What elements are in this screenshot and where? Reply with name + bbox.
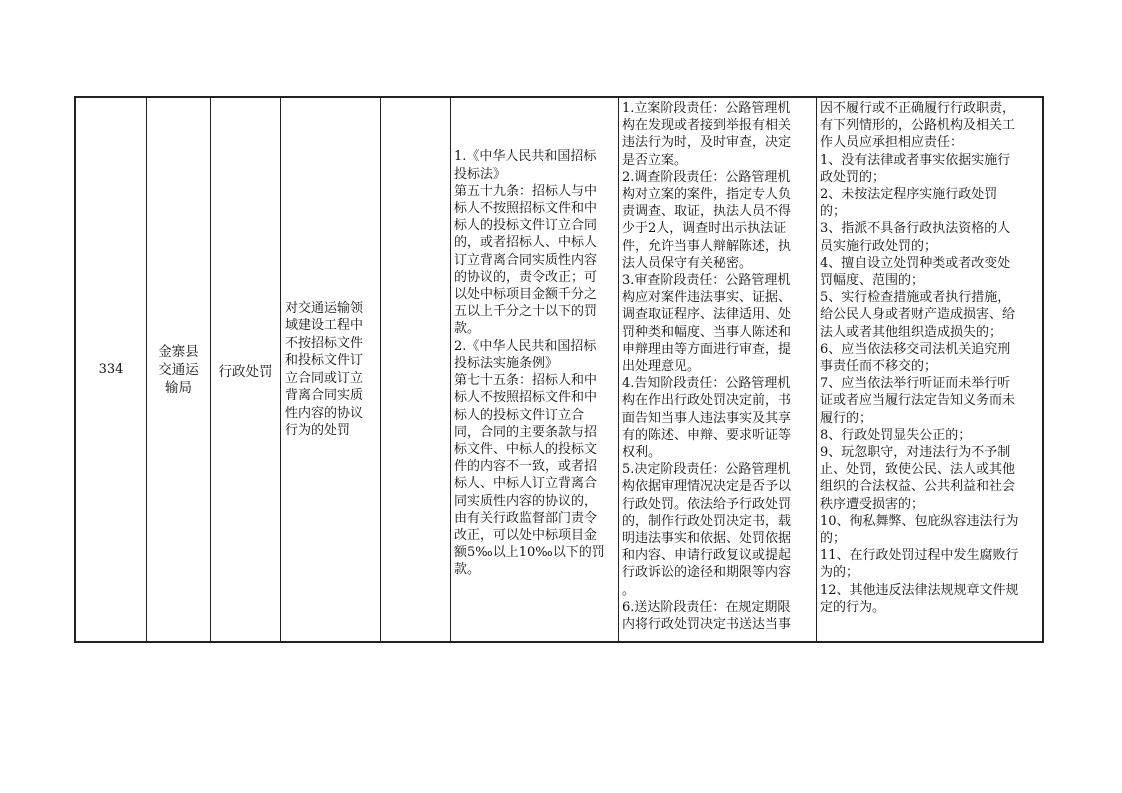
item-name-cell: [281, 98, 381, 641]
department-cell: [147, 98, 211, 641]
sub-item-cell: [381, 98, 451, 641]
duties-text: 1.立案阶段责任：公路管理机 构在发现或者接到举报有相关 违法行为时，及时审查，决定 是否立案。 2.调查阶段责任：公路管理机 构对立案的案件，指定专人负 责调查、取证，执法人员不得 少于2人，调查时出示执法证 件，允许当事人辩解陈述，执 法人员保守有关秘密。 3.审查阶段责任：公路管理机 构应对案件违法事实、证据、 调查取证程序、法律适用、处 罚种类和幅度、当事人陈述和 申辩理由等方面进行审查，提 出处理意见。 4.告知阶段责任：公路管理机 构在作出行政处罚决定前，书 面告知当事人违法事实及其享 有的陈述、申辩、要求听证等 权利。 5.决定阶段责任：公路管理机 构依据审理情况决定是否予以 行政处罚。依法给予行政处罚 的，制作行政处罚决定书，载 明违法事实和依据、处罚依据 和内容、申请行政复议或提起 行政诉讼的途径和期限等内容 。 6.送达阶段责任：在规定期限 内将行政处罚决定书送达当事: [622, 101, 792, 633]
duties-cell: [619, 98, 817, 641]
legal-basis-text: 1.《中华人民共和国招标 投标法》 第五十九条：招标人与中 标人不按照招标文件和中 标人的投标文件订立合同 的，或者招标人、中标人 订立背离合同实质性内容 的协议的，责令改正；可 以处中标项目金额千分之 五以上千分之十以下的罚 款。 2.《中华人民共和国招标 投标法实施条例》 第七十五条：招标人和中 标人不按照招标文件和中 标人的投标文件订立合 同，合同的主要条款与招 标文件、中标人的投标文 件的内容不一致，或者招 标人、中标人订立背离合 同实质性内容的协议的， 由有关行政监督部门责令 改正，可以处中标项目金 额5‰以上10‰以下的罚 款。: [454, 149, 605, 578]
item-name: 对交通运输领 域建设工程中 不按招标文件 和投标文件订 立合同或订立 背离合同实质 性内容的协议 行为的处罚: [285, 300, 364, 438]
power-type-cell: [211, 98, 281, 641]
power-list-table: [74, 96, 1044, 643]
number-cell: [76, 98, 147, 641]
legal-basis-cell: [451, 98, 619, 641]
row-number: 334: [98, 362, 124, 377]
liability-text: 因不履行或不正确履行行政职责， 有下列情形的，公路机构及相关工 作人员应承担相应责任： 1、没有法律或者事实依据实施行 政处罚的； 2、未按法定程序实施行政处罚 的； 3、指派不具备行政执法资格的人 员实施行政处罚的； 4、擅自设立处罚种类或者改变处 罚幅度、范围的； 5、实行检查措施或者执行措施， 给公民人身或者财产造成损害、给 法人或者其他组织造成损失的； 6、应当依法移交司法机关追究刑 事责任而不移交的； 7、应当依法举行听证而未举行听 证或者应当履行法定告知义务而未 履行的； 8、行政处罚显失公正的； 9、玩忽职守，对违法行为不予制 止、处罚，致使公民、法人或其他 组织的合法权益、公共利益和社会 秩序遭受损害的； 10、徇私舞弊、包庇纵容违法行为 的； 11、在行政处罚过程中发生腐败行 为的； 12、其他违反法律法规规章文件规 定的行为。: [820, 101, 1019, 615]
power-type: 行政处罚: [218, 363, 273, 380]
liability-cell: [817, 98, 1044, 641]
department-name: 金寨县 交通运 输局: [158, 343, 199, 396]
